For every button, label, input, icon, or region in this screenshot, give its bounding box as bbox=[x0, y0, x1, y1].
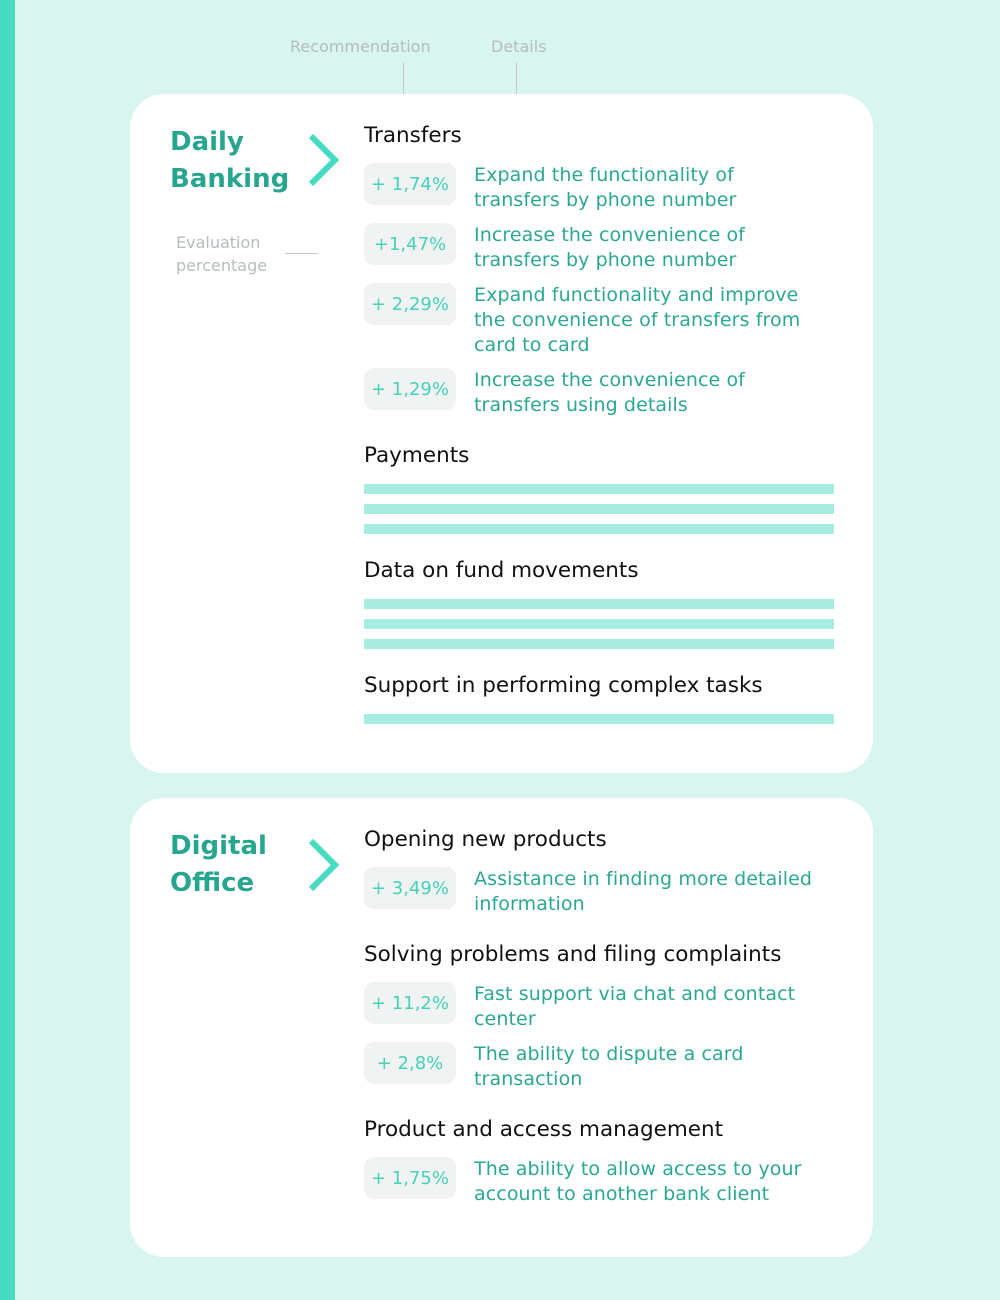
percentage-badge: + 2,29% bbox=[364, 283, 456, 325]
group-title: Data on fund movements bbox=[364, 558, 639, 583]
detail-text: Assistance in finding more detailed information bbox=[474, 868, 813, 915]
percentage-badge: + 1,75% bbox=[364, 1157, 456, 1199]
placeholder-bar bbox=[364, 524, 834, 534]
chevron-right-icon bbox=[305, 837, 345, 893]
percentage-badge: + 2,8% bbox=[364, 1042, 456, 1084]
detail-text: Increase the convenience of transfers using details bbox=[474, 369, 745, 416]
detail-text: The ability to allow access to your account to another bank client bbox=[474, 1158, 802, 1205]
legend-evaluation-line bbox=[285, 253, 317, 254]
legend-recommendation: Recommendation bbox=[290, 37, 431, 56]
group-title: Payments bbox=[364, 443, 470, 468]
legend-details: Details bbox=[491, 37, 547, 56]
legend-evaluation: Evaluation percentage bbox=[176, 233, 268, 275]
group-title: Product and access management bbox=[364, 1117, 724, 1142]
percentage-badge: +1,47% bbox=[364, 223, 456, 265]
detail-text: Fast support via chat and contact center bbox=[474, 983, 796, 1030]
group-title: Transfers bbox=[364, 123, 462, 148]
section-card-digital-office bbox=[130, 798, 873, 1257]
placeholder-bar bbox=[364, 619, 834, 629]
section-title: Daily Banking bbox=[170, 127, 290, 194]
placeholder-bar bbox=[364, 484, 834, 494]
percentage-badge: + 11,2% bbox=[364, 982, 456, 1024]
chevron-right-icon bbox=[305, 132, 345, 188]
detail-text: The ability to dispute a card transaction bbox=[474, 1043, 744, 1090]
side-accent-strip bbox=[0, 0, 15, 1300]
placeholder-bar bbox=[364, 714, 834, 724]
section-card-daily-banking bbox=[130, 94, 873, 773]
detail-text: Expand the functionality of transfers by phone number bbox=[474, 164, 737, 211]
section-title: Digital Office bbox=[170, 831, 267, 898]
placeholder-bar bbox=[364, 599, 834, 609]
percentage-badge: + 1,29% bbox=[364, 368, 456, 410]
group-title: Support in performing complex tasks bbox=[364, 673, 763, 698]
group-title: Opening new products bbox=[364, 827, 607, 852]
detail-text: Increase the convenience of transfers by phone number bbox=[474, 224, 745, 271]
group-title: Solving problems and filing complaints bbox=[364, 942, 782, 967]
placeholder-bar bbox=[364, 639, 834, 649]
placeholder-bar bbox=[364, 504, 834, 514]
percentage-badge: + 3,49% bbox=[364, 867, 456, 909]
detail-text: Expand functionality and improve the convenience of transfers from card to card bbox=[474, 284, 801, 356]
percentage-badge: + 1,74% bbox=[364, 163, 456, 205]
